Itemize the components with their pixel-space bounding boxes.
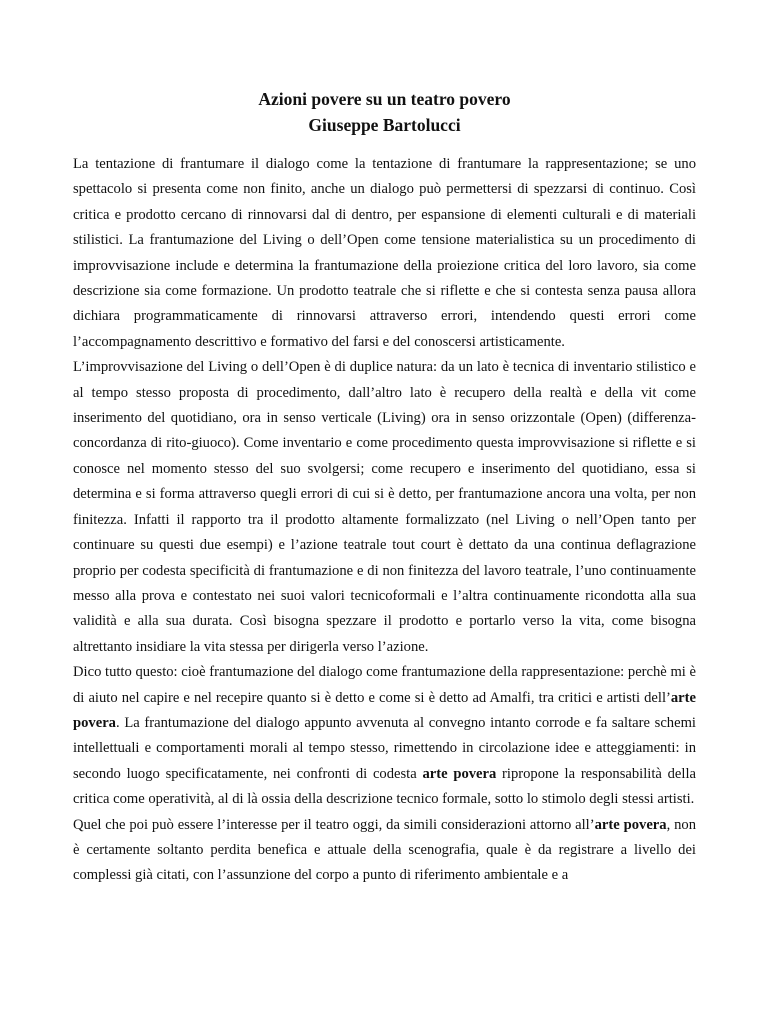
bold-term: arte povera — [422, 765, 497, 782]
text-run: La tentazione di frantumare il dialogo come la tentazione di frantumare la rappresentazione; se uno spettacolo si presenta come non finito, anche un dialogo può permettersi di spezzarsi di continuo. Così critica e prodotto cercano di rinnovarsi dal di dentro, per espansione di elementi culturali e di materiali stilistici. La frantumazione del Living o dell’Open come tensione materialistica su un procedimento di improvvisazione include e determina la frantumazione della proiezione critica del loro lavoro, sia come descrizione sia come formazione. Un prodotto teatrale che si riflette e che si contesta senza pausa allora dichiara programmaticamente di rinnovarsi attraverso errori, intendendo questi errori come l’accompagnamento descrittivo e formativo del farsi e del conoscersi artisticamente. — [73, 156, 696, 350]
text-run: Quel che poi può essere l’interesse per il teatro oggi, da simili considerazioni attorno all’ — [73, 816, 595, 833]
text-run: ripropone la responsabilità della critica come operatività, al di là ossia della descrizione tecnico formale, sotto lo stimolo degli stessi artisti. — [73, 765, 696, 808]
body-paragraph — [73, 813, 696, 889]
text-run: . La frantumazione del dialogo appunto avvenuta al convegno intanto corrode e fa saltare schemi intellettuali e comportamenti morali al tempo stesso, rimettendo in circolazione idee e atteggiamenti: in secondo luogo specificatamente, nei confronti di codesta — [73, 714, 696, 782]
document-body — [73, 152, 696, 889]
document-title: Azioni povere su un teatro povero — [258, 89, 511, 109]
body-paragraph — [73, 660, 696, 812]
document-author: Giuseppe Bartolucci — [308, 115, 461, 135]
body-paragraph — [73, 152, 696, 355]
bold-term: arte povera — [73, 689, 696, 731]
text-run: , non è certamente soltanto perdita benefica e attuale della scenografia, quale è da registrare a livello dei complessi già citati, con l’assunzione del corpo a punto di riferimento ambientale e a — [73, 816, 696, 884]
text-run: L’improvvisazione del Living o dell’Open è di duplice natura: da un lato è tecnica di inventario stilistico e al tempo stesso proposta di procedimento, dall’altro lato è recupero della realtà e della vit come inserimento del quotidiano, ora in senso verticale (Living) ora in senso orizzontale (Open) (differenza-concordanza di rito-giuoco). Come inventario e come procedimento questa improvvisazione si riflette e si conosce nel momento stesso del suo svolgersi; come recupero e inserimento del quotidiano, essa si determina e si forma attraverso quegli errori di cui si è detto, per frantumazione ancora una volta, per non finitezza. Infatti il rapporto tra il prodotto altamente formalizzato (nel Living o nell’Open tanto per continuare su questi due esempi) e l’azione teatrale tout court è dettato da una continua deflagrazione proprio per codesta specificità di frantumazione e di non finitezza del lavoro teatrale, l’uno continuamente messo alla prova e contestato nei suoi valori tecnicoformali e l’altra continuamente ricondotta alla sua validità e alla sua durata. Così bisogna spezzare il prodotto e portarlo verso la vita, come bisogna altrettanto insidiare la vita stessa per dirigerla verso l’azione. — [73, 359, 696, 655]
body-paragraph — [73, 355, 696, 660]
text-run: Dico tutto questo: cioè frantumazione del dialogo come frantumazione della rappresentazione: perchè mi è di aiuto nel capire e nel recepire quanto si è detto e come si è detto ad Amalfi, tra critici e artisti dell’ — [73, 664, 696, 706]
bold-term: arte povera — [594, 816, 667, 833]
